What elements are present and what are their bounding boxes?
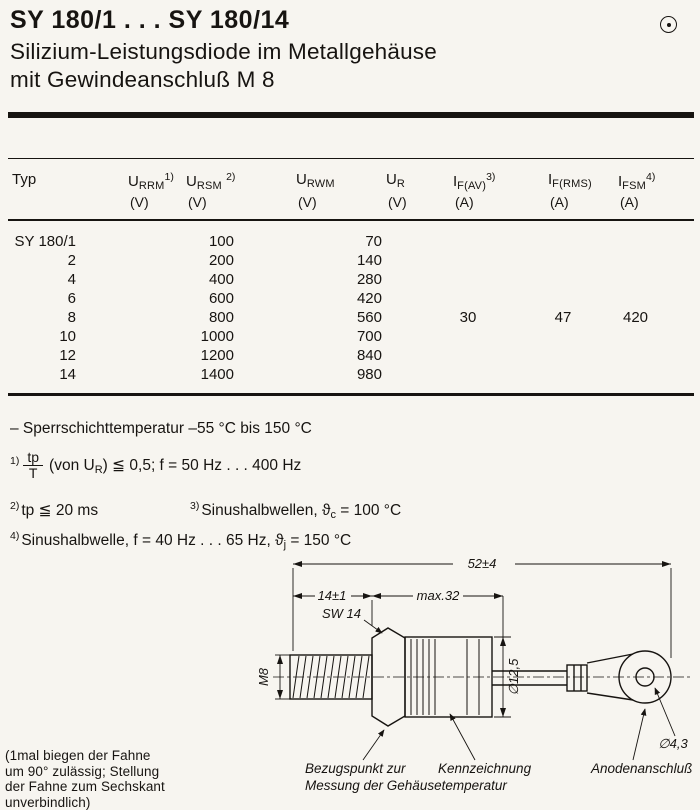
- header-rule: [8, 112, 694, 118]
- reference-point-caption-line2: Messung der Gehäusetemperatur: [305, 778, 507, 793]
- cell-urwm: 980: [258, 366, 382, 383]
- bending-remark-line3: der Fahne zum Sechskant: [5, 779, 165, 795]
- cell-urwm: 840: [258, 347, 382, 364]
- wrench-size-label: SW 14: [322, 606, 361, 621]
- unit-ifsm: (A): [620, 194, 639, 210]
- crimp-sleeve: [567, 665, 587, 691]
- cell-urrm: 1200: [108, 347, 234, 364]
- note-junction-temperature: – Sperrschichttemperatur –55 °C bis 150 °C: [10, 420, 312, 438]
- cell-typ: 2: [8, 252, 76, 269]
- hole-diameter-dim: ∅4,3: [658, 736, 688, 751]
- package-outline-drawing: [235, 546, 695, 808]
- cell-urwm: 420: [258, 290, 382, 307]
- subtitle-line2: mit Gewindeanschluß M 8: [10, 66, 437, 94]
- unit-ur: (V): [388, 194, 407, 210]
- footnote-1-marker: 1): [10, 455, 19, 467]
- table-header-rule: [8, 219, 694, 221]
- reference-point-caption-line1: Bezugspunkt zur: [305, 761, 406, 776]
- table-row: [8, 347, 694, 366]
- bending-remark-line4: unverbindlich): [5, 795, 165, 810]
- footnote-3-marker: 3): [190, 500, 199, 512]
- cell-typ: SY 180/1: [8, 233, 76, 250]
- footnote-4: $^{4)}$ Sinushalbwelle, f = 40 Hz . . . 65 Hz, $ϑ_j = 150$ °C: [10, 530, 351, 551]
- col-header-ursm: $U_{RSM}$ $^{2)}$: [186, 171, 235, 192]
- footnote-4-marker: 4): [10, 530, 19, 542]
- cell-urrm: 600: [108, 290, 234, 307]
- unit-ursm: (V): [188, 194, 207, 210]
- cell-ifrms: 47: [528, 309, 598, 326]
- col-header-typ: Typ: [12, 171, 36, 188]
- bending-remark-line1: (1mal biegen der Fahne: [5, 748, 165, 764]
- table-row: [8, 309, 694, 328]
- page-title: SY 180/1 . . . SY 180/14: [10, 6, 289, 35]
- footnote-2-marker: 2): [10, 500, 19, 512]
- table-row: [8, 252, 694, 271]
- cell-ifsm: 420: [598, 309, 673, 326]
- table-row: [8, 233, 694, 252]
- cell-urwm: 560: [258, 309, 382, 326]
- subtitle-line1: Silizium-Leistungsdiode im Metallgehäuse: [10, 38, 437, 66]
- footnote-2: $^{2)}$ tp ≦ 20 ms: [10, 500, 98, 520]
- dimension-lines: [275, 564, 671, 717]
- cell-urwm: 280: [258, 271, 382, 288]
- overall-length-dim: 52±4: [468, 556, 497, 571]
- cell-urrm: 100: [108, 233, 234, 250]
- bending-remark-line2: um 90° zulässig; Stellung: [5, 764, 165, 780]
- table-row: [8, 290, 694, 309]
- footnote-1: $^{1)}$ $\frac{tp}{T}$ (von $U_R$) ≦ 0,5; f = 50 Hz . . . 400 Hz: [10, 450, 301, 481]
- unit-ifrms: (A): [550, 194, 569, 210]
- cell-urwm: 70: [258, 233, 382, 250]
- stud-length-dim: 14±1: [318, 588, 347, 603]
- cell-urrm: 800: [108, 309, 234, 326]
- unit-ifav: (A): [455, 194, 474, 210]
- cell-typ: 10: [8, 328, 76, 345]
- circled-dot-icon: [660, 16, 677, 33]
- unit-urrm: (V): [130, 194, 149, 210]
- table-body: [8, 233, 694, 385]
- col-header-ifsm: $I_{FSM}^{4)}$: [618, 171, 655, 192]
- cell-urrm: 400: [108, 271, 234, 288]
- cell-urwm: 140: [258, 252, 382, 269]
- table-bottom-rule: [8, 393, 694, 396]
- anode-connection-caption: Anodenanschluß: [590, 761, 692, 776]
- cell-typ: 4: [8, 271, 76, 288]
- cell-ifav: 30: [428, 309, 508, 326]
- marking-caption: Kennzeichnung: [438, 761, 532, 776]
- cell-urwm: 700: [258, 328, 382, 345]
- table-row: [8, 366, 694, 385]
- col-header-ifrms: $I_{F(RMS)}$: [548, 171, 592, 190]
- cell-typ: 6: [8, 290, 76, 307]
- cell-urrm: 200: [108, 252, 234, 269]
- bending-remark: [5, 748, 165, 810]
- col-header-urrm: $U_{RRM}^{1)}$: [128, 171, 174, 192]
- col-header-ifav: $I_{F(AV)}^{3)}$: [453, 171, 495, 192]
- cell-typ: 12: [8, 347, 76, 364]
- cell-urrm: 1000: [108, 328, 234, 345]
- footnote-3: $^{3)}$ Sinushalbwellen, $ϑ_c = 100$ °C: [190, 500, 401, 521]
- body-length-dim: max.32: [417, 588, 460, 603]
- thread-size-label: M8: [256, 667, 271, 686]
- tp-over-t-fraction: $\frac{tp}{T}$: [23, 450, 43, 481]
- ratings-table: [8, 158, 694, 399]
- col-header-urwm: $U_{RWM}$: [296, 171, 335, 190]
- table-row: [8, 328, 694, 347]
- cell-typ: 8: [8, 309, 76, 326]
- cell-urrm: 1400: [108, 366, 234, 383]
- table-row: [8, 271, 694, 290]
- body-diameter-dim: ∅12,5: [506, 658, 521, 695]
- unit-urwm: (V): [298, 194, 317, 210]
- cell-typ: 14: [8, 366, 76, 383]
- col-header-ur: $U_R$: [386, 171, 405, 190]
- page-subtitle: [10, 38, 437, 94]
- circled-dot-center: [667, 23, 671, 27]
